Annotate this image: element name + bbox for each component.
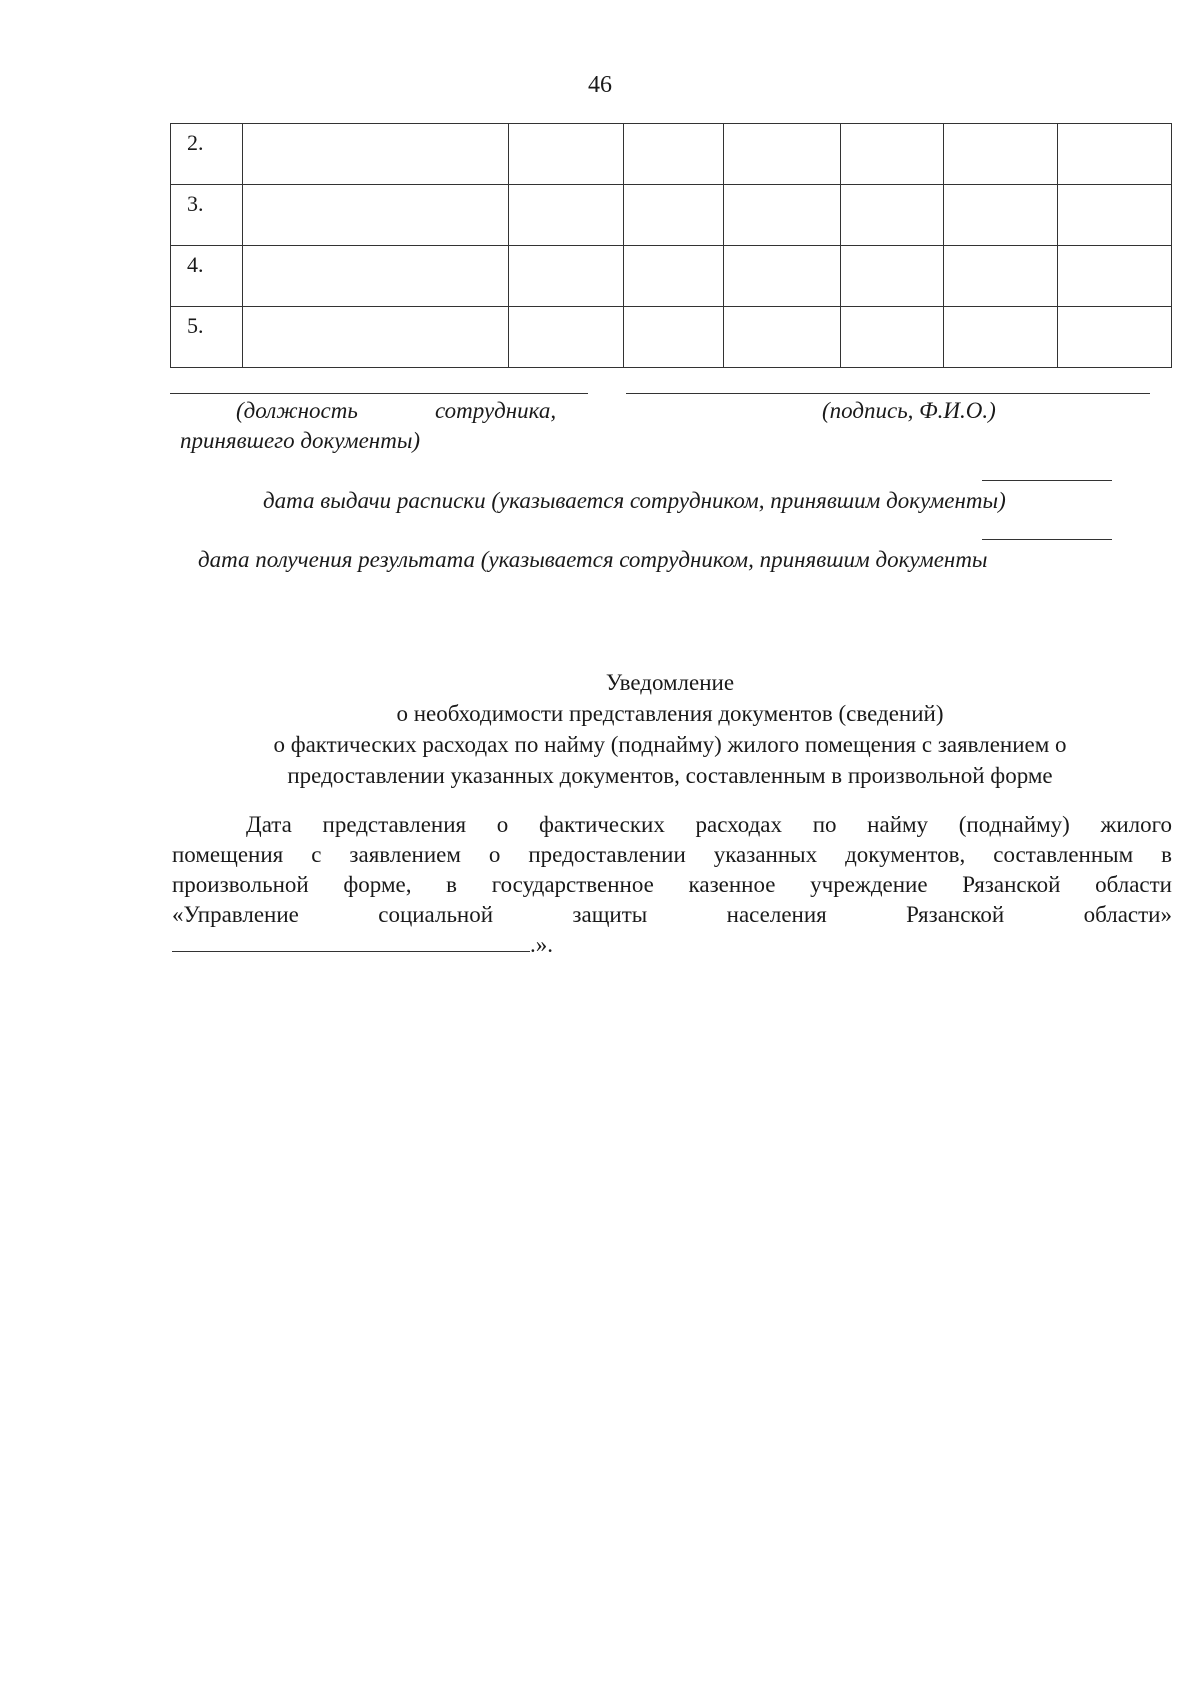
notice-title-line: о необходимости представления документов (сведений)	[396, 701, 944, 726]
table-cell	[509, 124, 624, 185]
row-number: 5.	[171, 307, 243, 368]
notice-title	[170, 667, 1170, 791]
office-name-blank-line	[172, 931, 530, 952]
table-cell	[724, 246, 841, 307]
table-cell	[841, 246, 944, 307]
table-cell	[1058, 307, 1172, 368]
position-caption-part3: принявшего документы)	[180, 428, 421, 453]
row-number: 3.	[171, 185, 243, 246]
notice-body-suffix: .».	[530, 932, 553, 957]
table-cell	[724, 185, 841, 246]
table-cell	[841, 307, 944, 368]
documents-table	[170, 123, 1172, 368]
signature-caption: (подпись, Ф.И.О.)	[822, 398, 996, 423]
result-date-line	[982, 539, 1112, 540]
table-row	[171, 246, 1172, 307]
table-row	[171, 124, 1172, 185]
table-cell	[624, 124, 724, 185]
table-cell	[243, 185, 509, 246]
notice-body-line: произвольной форме, в государственное казенное учреждение Рязанской области	[172, 872, 1172, 897]
position-caption-part2: сотрудника,	[435, 398, 557, 423]
notice-body-last-line	[172, 930, 1172, 960]
notice-body	[172, 810, 1172, 960]
table-cell	[624, 246, 724, 307]
position-signature-line	[170, 393, 588, 394]
page-number: 46	[588, 72, 612, 98]
table-row	[171, 307, 1172, 368]
table-cell	[1058, 124, 1172, 185]
name-signature-line	[626, 393, 1150, 394]
table-cell	[724, 124, 841, 185]
table-cell	[1058, 246, 1172, 307]
table-cell	[724, 307, 841, 368]
table-cell	[841, 185, 944, 246]
notice-body-line: «Управление социальной защиты населения Рязанской области»	[172, 902, 1172, 927]
issue-date-line	[982, 480, 1112, 481]
table-cell	[1058, 185, 1172, 246]
result-date-caption: дата получения результата (указывается сотрудником, принявшим документы	[198, 547, 988, 572]
table-cell	[944, 185, 1058, 246]
notice-title-line: о фактических расходах по найму (поднайму) жилого помещения с заявлением о	[273, 732, 1067, 757]
table-cell	[944, 124, 1058, 185]
notice-body-line: помещения с заявлением о предоставлении указанных документов, составленным в	[172, 842, 1172, 867]
table-cell	[509, 246, 624, 307]
position-caption-part1: (должность	[236, 398, 358, 423]
notice-title-line: Уведомление	[605, 670, 735, 695]
table-cell	[624, 307, 724, 368]
table-cell	[243, 124, 509, 185]
row-number: 2.	[171, 124, 243, 185]
notice-title-line: предоставлении указанных документов, составленным в произвольной форме	[287, 763, 1053, 788]
table-row	[171, 185, 1172, 246]
table-cell	[243, 246, 509, 307]
table-cell	[944, 246, 1058, 307]
table-cell	[243, 307, 509, 368]
table-cell	[509, 185, 624, 246]
table-cell	[624, 185, 724, 246]
table-cell	[841, 124, 944, 185]
table-cell	[509, 307, 624, 368]
notice-body-line: Дата представления о фактических расходах по найму (поднайму) жилого	[246, 812, 1172, 837]
table-cell	[944, 307, 1058, 368]
issue-date-caption: дата выдачи расписки (указывается сотрудником, принявшим документы)	[263, 488, 1006, 513]
row-number: 4.	[171, 246, 243, 307]
